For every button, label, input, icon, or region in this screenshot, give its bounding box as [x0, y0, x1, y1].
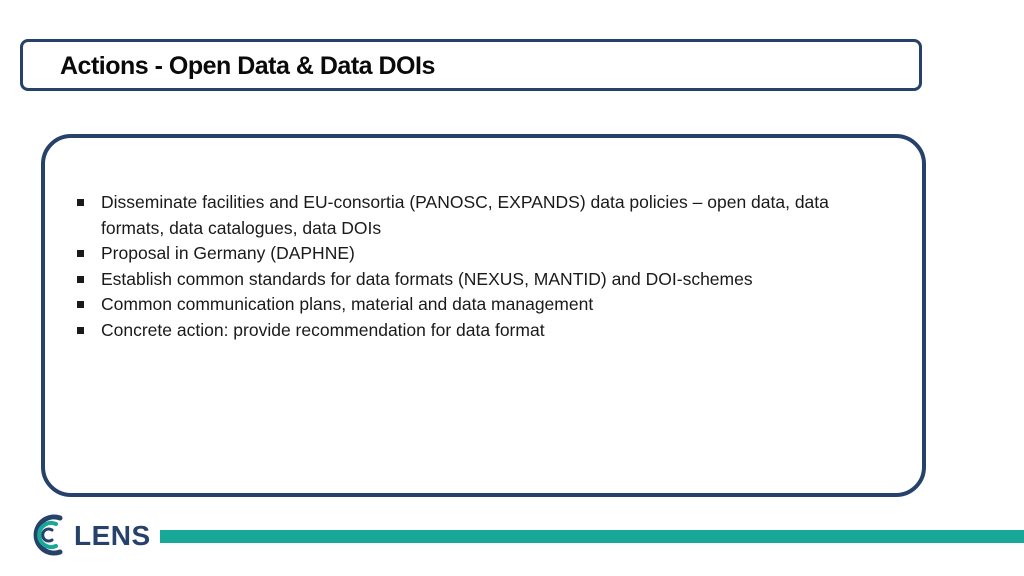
bullet-text: Disseminate facilities and EU-consortia (PANOSC, EXPANDS) data policies – open data, data formats, data catalogues, data DOIs [101, 192, 829, 238]
square-bullet-icon [77, 250, 84, 257]
square-bullet-icon [77, 301, 84, 308]
bullet-list [75, 190, 865, 343]
square-bullet-icon [77, 276, 84, 283]
bullet-item [75, 267, 865, 293]
bullet-item [75, 241, 865, 267]
lens-logo [30, 510, 150, 560]
bullet-text: Common communication plans, material and data management [101, 294, 594, 314]
bullet-text: Concrete action: provide recommendation for data format [101, 319, 545, 340]
lens-logo-icon [30, 512, 74, 558]
bullet-text: Proposal in Germany (DAPHNE) [101, 243, 355, 263]
title-box [20, 39, 922, 91]
square-bullet-icon [77, 199, 84, 206]
square-bullet-icon [77, 327, 84, 334]
slide-title: Actions - Open Data & Data DOIs [60, 52, 435, 80]
logo-text: LENS [74, 520, 151, 551]
content-box [41, 134, 926, 497]
bullet-item [75, 292, 865, 318]
footer-accent-bar [160, 530, 1024, 543]
bullet-item [75, 318, 865, 344]
bullet-text: Establish common standards for data formats (NEXUS, MANTID) and DOI-schemes [101, 268, 753, 289]
bullet-item [75, 190, 865, 241]
